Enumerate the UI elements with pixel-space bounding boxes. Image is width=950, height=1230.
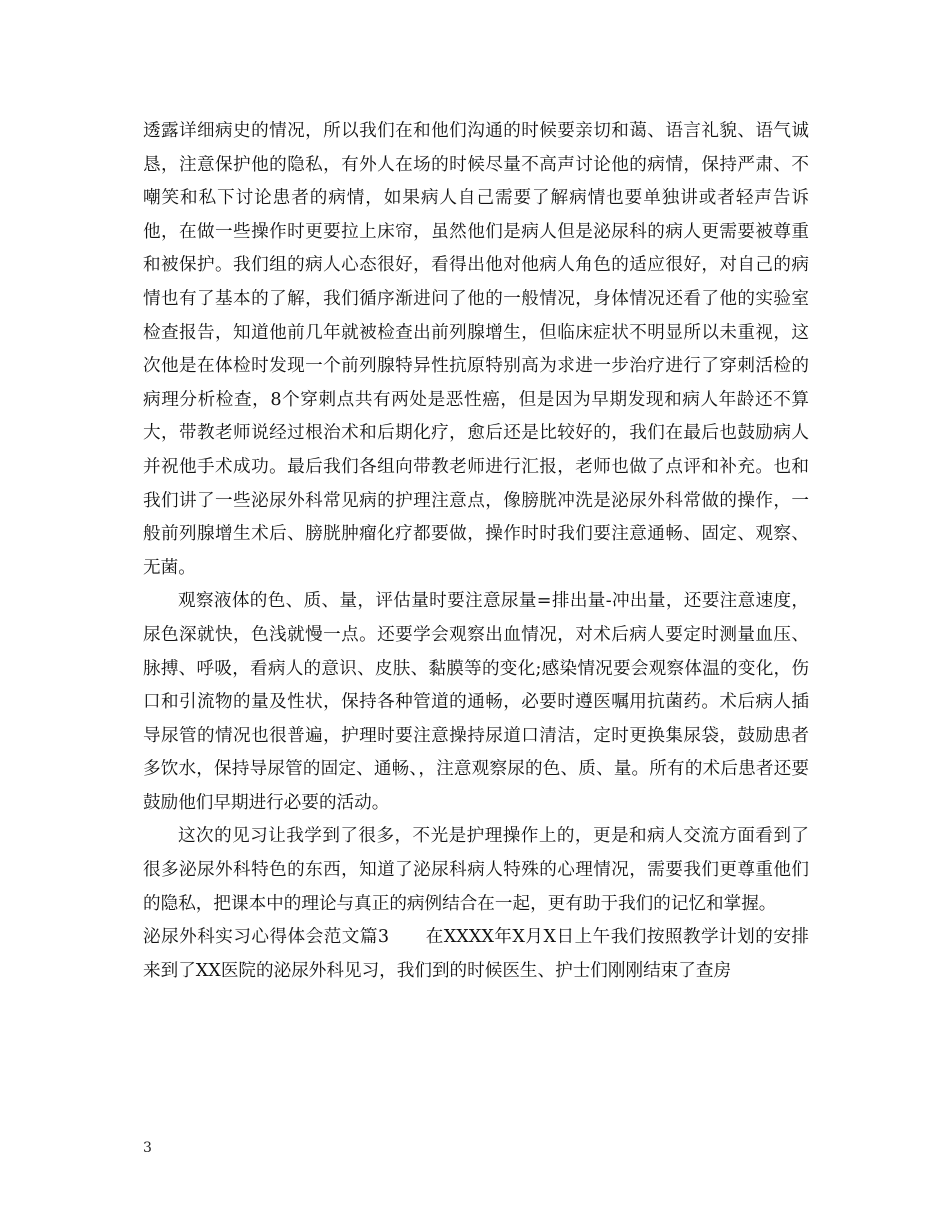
paragraph-3: 这次的见习让我学到了很多，不光是护理操作上的，更是和病人交流方面看到了很多泌尿外科特色的东西，知道了泌尿科病人特殊的心理情况，需要我们更尊重他们的隐私，把课本中的理论与真正的病例结合在一起，更有助于我们的记忆和掌握。	[143, 826, 809, 914]
page-number: 3	[143, 1140, 152, 1156]
paragraph-1: 透露详细病史的情况，所以我们在和他们沟通的时候要亲切和蔼、语言礼貌、语气诚恳，注意保护他的隐私，有外人在场的时候尽量不高声讨论他的病情，保持严肃、不嘲笑和私下讨论患者的病情，如果病人自己需要了解病情也要单独讲或者轻声告诉他，在做一些操作时更要拉上床帘，虽然他们是病人但是泌尿科的病人更需要被尊重和被保护。我们组的病人心态很好，看得出他对他病人角色的适应很好，对自己的病情也有了基本的了解，我们循序渐进问了他的一般情况，身体情况还看了他的实验室检查报告，知道他前几年就被检查出前列腺增生，但临床症状不明显所以未重视，这次他是在体检时发现一个前列腺特异性抗原特别高为求进一步治疗进行了穿刺活检的病理分析检查，8个穿刺点共有两处是恶性癌，但是因为早期发现和病人年龄还不算大，带教老师说经过根治术和后期化疗，愈后还是比较好的，我们在最后也鼓励病人并祝他手术成功。最后我们各组向带教老师进行汇报，老师也做了点评和补充。也和我们讲了一些泌尿外科常见病的护理注意点，像膀胱冲洗是泌尿外科常做的操作，一般前列腺增生术后、膀胱肿瘤化疗都要做，操作时时我们要注意通畅、固定、观察、无菌。	[143, 121, 809, 578]
document-body	[143, 115, 809, 988]
paragraph-2: 观察液体的色、质、量，评估量时要注意尿量=排出量-冲出量，还要注意速度，尿色深就快，色浅就慢一点。还要学会观察出血情况，对术后病人要定时测量血压、脉搏、呼吸，看病人的意识、皮肤、黏膜等的变化;感染情况要会观察体温的变化，伤口和引流物的量及性状，保持各种管道的通畅，必要时遵医嘱用抗菌药。术后病人插导尿管的情况也很普遍，护理时要注意操持尿道口清洁，定时更换集尿袋，鼓励患者多饮水，保持导尿管的固定、通畅、，注意观察尿的色、质、量。所有的术后患者还要鼓励他们早期进行必要的活动。	[143, 591, 809, 813]
paragraph-4: 泌尿外科实习心得体会范文篇3 在XXXX年X月X日上午我们按照教学计划的安排来到了XX医院的泌尿外科见习，我们到的时候医生、护士们刚刚结束了查房	[143, 927, 809, 981]
